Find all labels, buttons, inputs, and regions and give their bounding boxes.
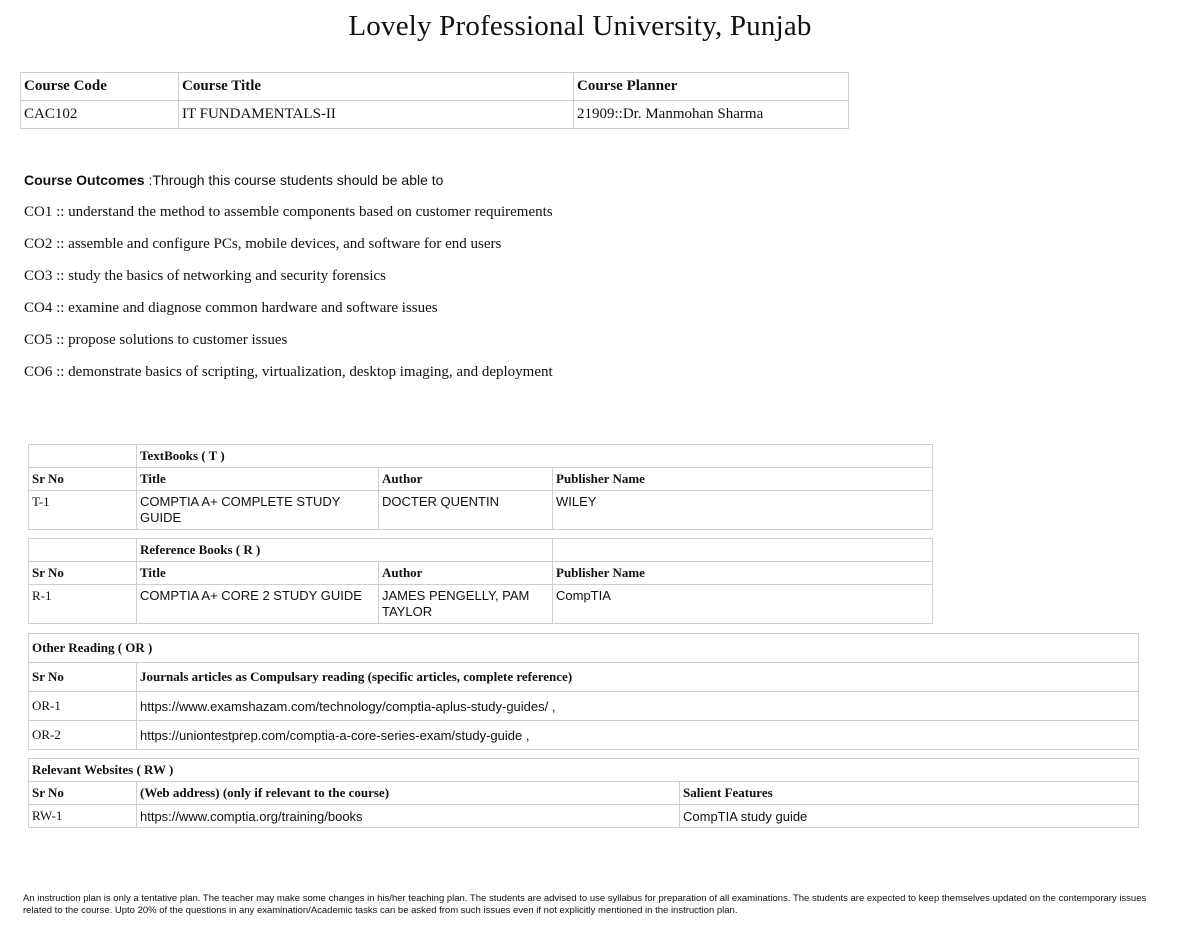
outcomes-heading: Course Outcomes :Through this course students should be able to <box>24 172 444 188</box>
course-outcomes <box>24 170 553 382</box>
outcome-item: CO2 :: assemble and configure PCs, mobile devices, and software for end users <box>24 236 502 252</box>
outcome-item: CO6 :: demonstrate basics of scripting, virtualization, desktop imaging, and deployment <box>24 364 553 380</box>
websites-heading-row <box>29 759 1139 782</box>
outcome-item: CO3 :: study the basics of networking and security forensics <box>24 268 387 284</box>
outcome-item: CO4 :: examine and diagnose common hardware and software issues <box>24 300 438 316</box>
table-header-row: Sr No Title Author Publisher Name <box>29 468 933 491</box>
textbooks-heading-row <box>29 445 933 468</box>
reading-link: https://www.examshazam.com/technology/comptia-aplus-study-guides/ , <box>137 692 1139 721</box>
footer-note: An instruction plan is only a tentative plan. The teacher may make some changes in his/her teaching plan. The students are advised to use syllabus for preparation of all examinations. The students are expected to keep themselves updated on the contemporary issues related to the course. Upto 20% of the questions in any examination/Academic tasks can be asked from such issues even if not explicitly mentioned in the instruction plan. <box>23 893 1147 916</box>
table-row: T-1 COMPTIA A+ COMPLETE STUDY GUIDE DOCTER QUENTIN WILEY <box>29 491 933 530</box>
table-row: RW-1 https://www.comptia.org/training/books CompTIA study guide <box>29 805 1139 828</box>
course-title: IT FUNDAMENTALS-II <box>179 101 574 129</box>
website-link: https://www.comptia.org/training/books <box>137 805 680 828</box>
table-row: R-1 COMPTIA A+ CORE 2 STUDY GUIDE JAMES PENGELLY, PAM TAYLOR CompTIA <box>29 585 933 624</box>
course-value-row <box>21 101 849 129</box>
course-header-row <box>21 73 849 101</box>
course-info-table <box>20 72 849 129</box>
table-header-row: Sr No Title Author Publisher Name <box>29 562 933 585</box>
outcome-item: CO1 :: understand the method to assemble components based on customer requirements <box>24 204 553 220</box>
course-code: CAC102 <box>21 101 179 129</box>
table-header-row: Sr No (Web address) (only if relevant to the course) Salient Features <box>29 782 1139 805</box>
reference-books-heading: Reference Books ( R ) <box>137 539 553 562</box>
table-row: OR-1 https://www.examshazam.com/technology/comptia-aplus-study-guides/ , <box>29 692 1139 721</box>
table-row: OR-2 https://uniontestprep.com/comptia-a-core-series-exam/study-guide , <box>29 721 1139 750</box>
relevant-websites-table <box>28 758 1139 828</box>
course-code-header: Course Code <box>21 73 179 101</box>
textbooks-heading: TextBooks ( T ) <box>137 445 933 468</box>
reading-link: https://uniontestprep.com/comptia-a-core-series-exam/study-guide , <box>137 721 1139 750</box>
other-reading-heading: Other Reading ( OR ) <box>29 634 1139 663</box>
page-title: Lovely Professional University, Punjab <box>348 10 812 42</box>
other-reading-table <box>28 633 1139 750</box>
course-planner-header: Course Planner <box>574 73 849 101</box>
outcome-item: CO5 :: propose solutions to customer issues <box>24 332 288 348</box>
textbooks-table <box>28 444 933 530</box>
table-header-row: Sr No Journals articles as Compulsary reading (specific articles, complete reference) <box>29 663 1139 692</box>
course-title-header: Course Title <box>179 73 574 101</box>
other-reading-heading-row <box>29 634 1139 663</box>
reference-books-table <box>28 538 933 624</box>
reference-heading-row <box>29 539 933 562</box>
websites-heading: Relevant Websites ( RW ) <box>29 759 1139 782</box>
course-planner: 21909::Dr. Manmohan Sharma <box>574 101 849 129</box>
